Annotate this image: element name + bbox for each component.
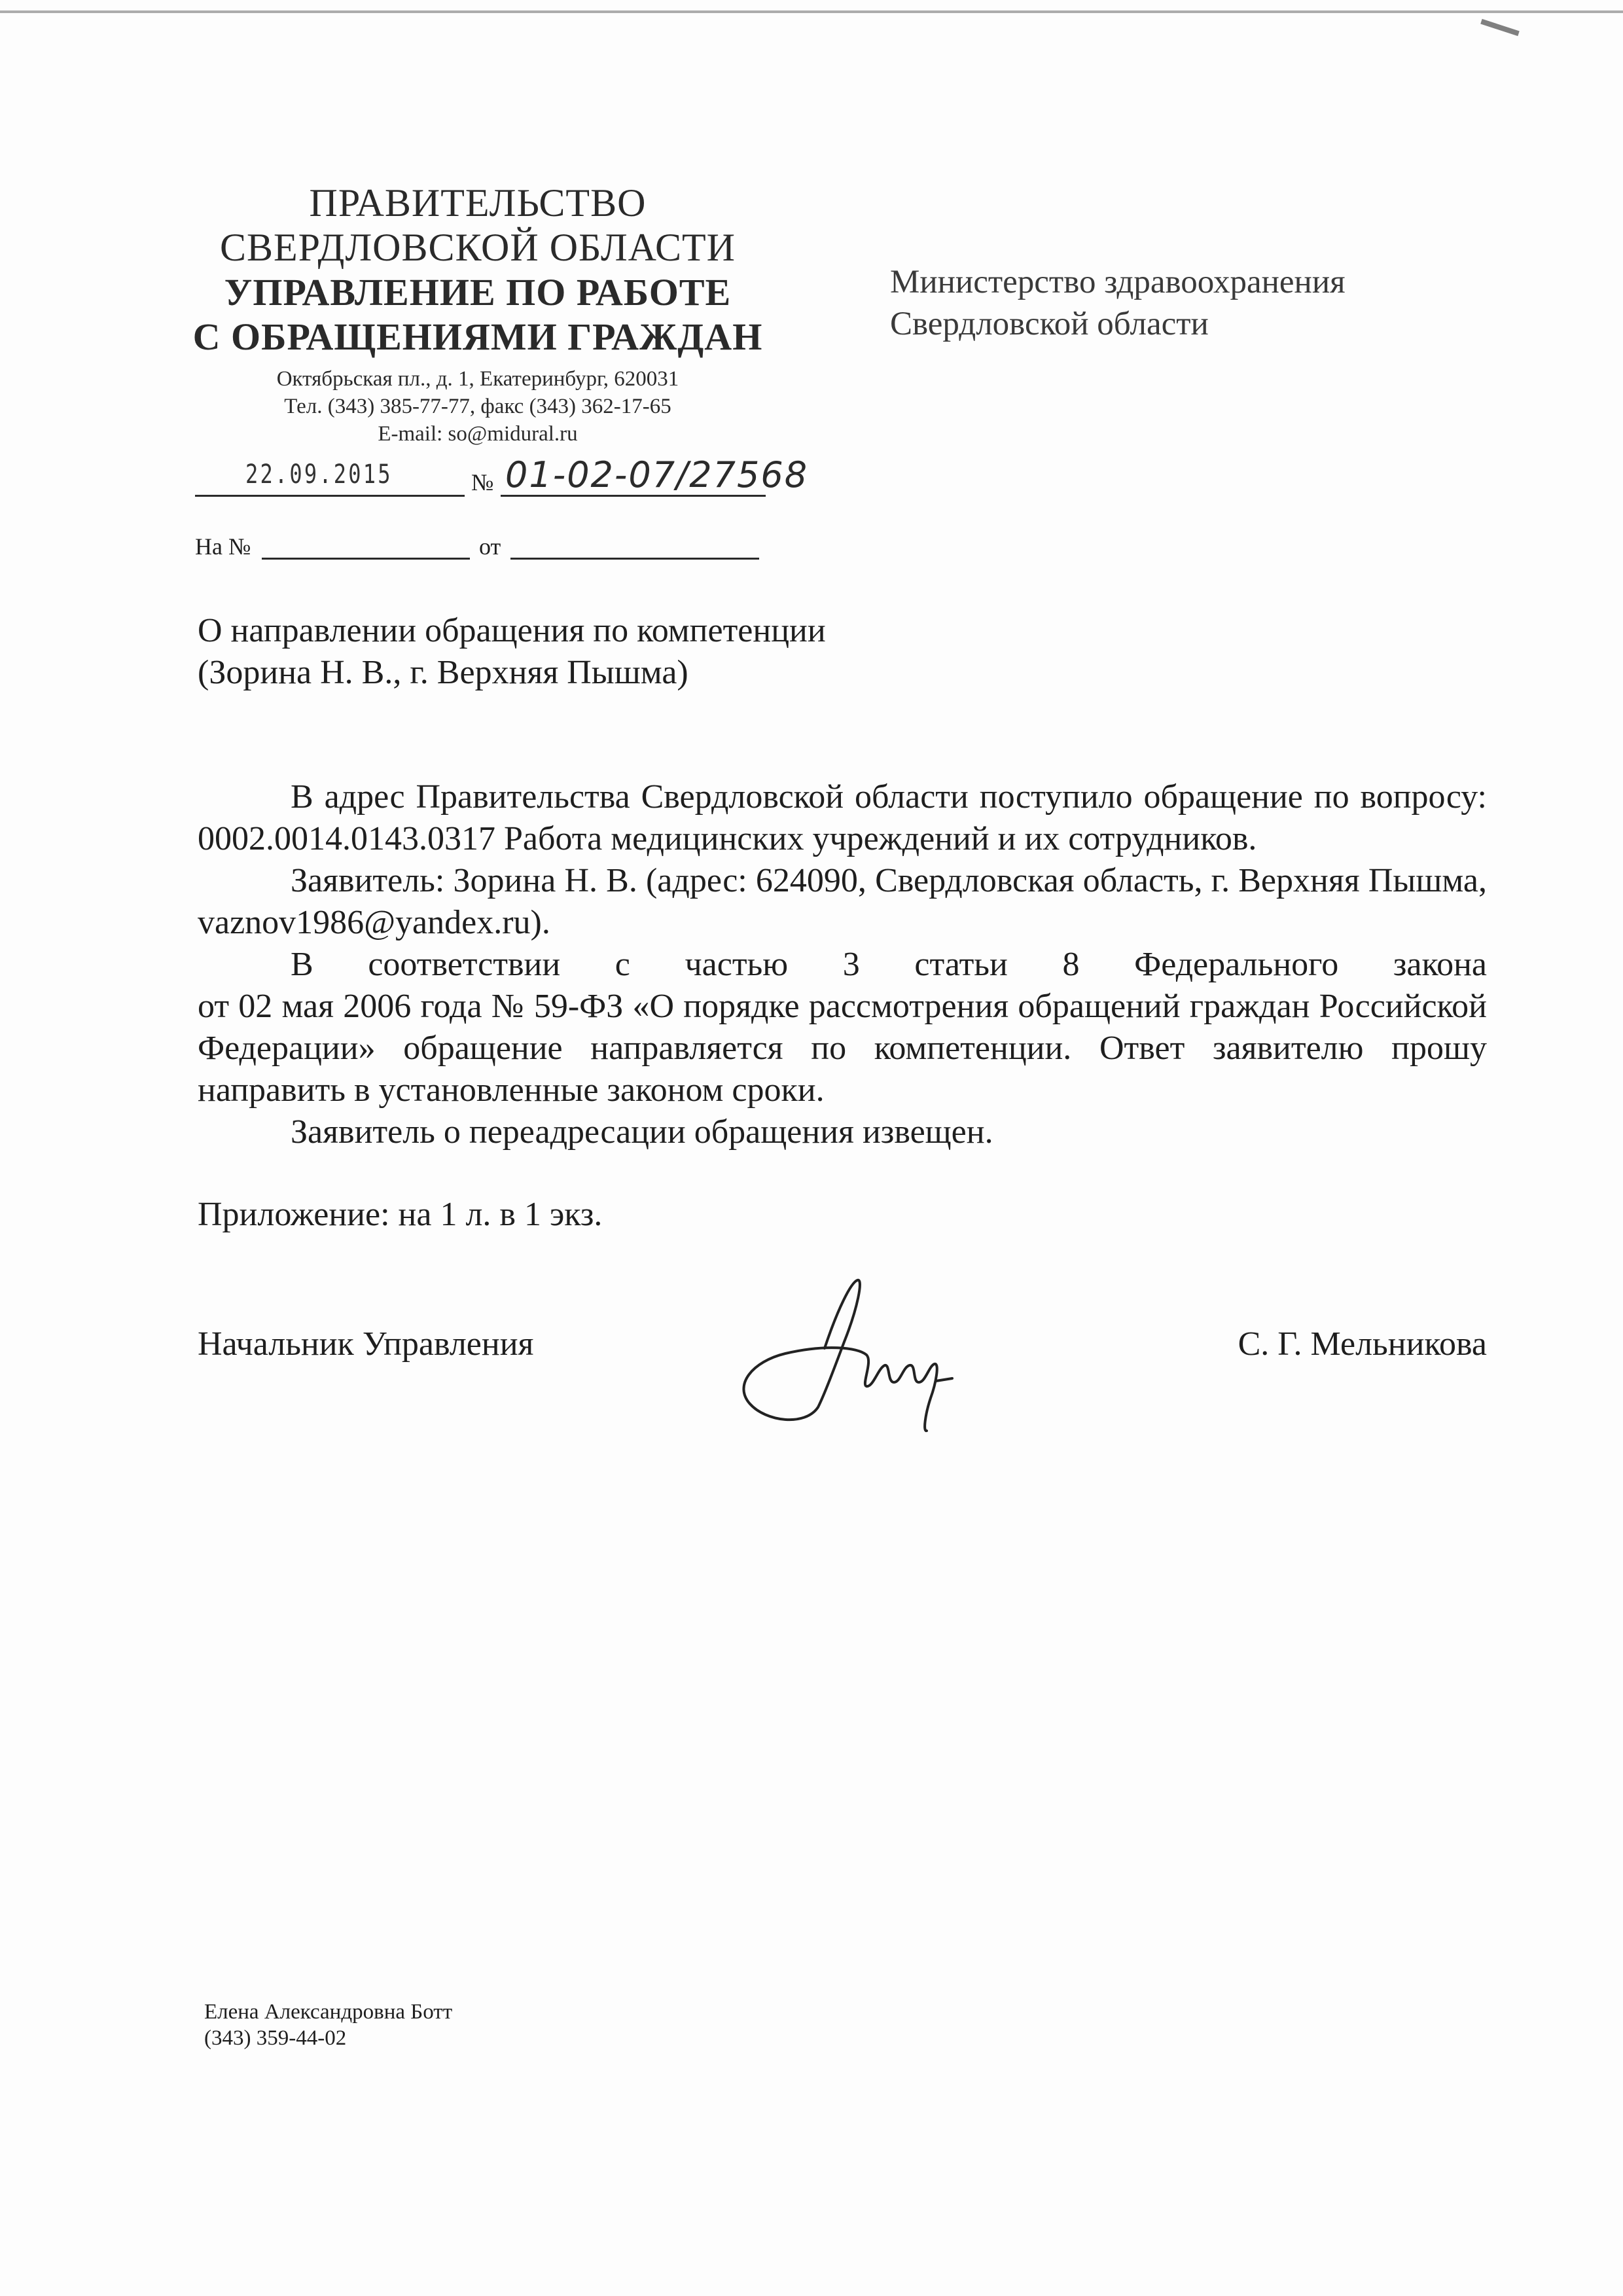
body-paragraph-3-rest: от 02 мая 2006 года № 59-ФЗ «О порядке рассмотрения обращений граждан Российской Федерации» обращение направляется по компетенции. Ответ заявителю прошу направить в установленные законом сроки. <box>198 988 1487 1109</box>
registration-date-stamp: 22.09.2015 <box>245 459 393 490</box>
reference-from-label: от <box>479 533 501 560</box>
registration-number-handwritten: 01-02-07/27568 <box>505 454 809 495</box>
signatory-position: Начальник Управления <box>198 1325 534 1363</box>
body-paragraph-4: Заявитель о переадресации обращения извещен. <box>291 1113 993 1151</box>
letterhead-department-line2: С ОБРАЩЕНИЯМИ ГРАЖДАН <box>192 315 763 358</box>
letterhead-government-line1: ПРАВИТЕЛЬСТВО <box>309 181 647 224</box>
recipient-line2: Свердловской области <box>890 306 1209 342</box>
subject-line2: (Зорина Н. В., г. Верхняя Пышма) <box>198 654 688 691</box>
attachment-note: Приложение: на 1 л. в 1 экз. <box>198 1196 603 1233</box>
letterhead-department-line1: УПРАВЛЕНИЕ ПО РАБОТЕ <box>224 271 732 314</box>
signatory-name: С. Г. Мельникова <box>1238 1325 1487 1363</box>
date-underline <box>195 495 465 497</box>
scan-mark <box>1480 19 1520 36</box>
reference-number-underline <box>262 558 470 560</box>
executor-name: Елена Александровна Ботт <box>204 2000 453 2024</box>
letter-body <box>198 776 1487 1153</box>
number-label: № <box>471 469 494 495</box>
subject-line1: О направлении обращения по компетенции <box>198 612 826 649</box>
letterhead-address: Октябрьская пл., д. 1, Екатеринбург, 620031 <box>276 367 679 391</box>
letterhead-government-line2: СВЕРДЛОВСКОЙ ОБЛАСТИ <box>219 226 736 269</box>
body-paragraph-1: В адрес Правительства Свердловской области поступило обращение по вопросу: 0002.0014.0143.0317 Работа медицинских учреждений и их сотрудников. <box>198 778 1487 857</box>
body-paragraph-3-line1: В соответствии с частью 3 статьи 8 Федерального закона <box>291 946 1487 983</box>
letterhead-phone: Тел. (343) 385-77-77, факс (343) 362-17-65 <box>284 395 671 418</box>
letterhead-email: E-mail: so@midural.ru <box>378 422 578 446</box>
handwritten-signature <box>726 1270 988 1440</box>
scan-edge-line <box>0 10 1623 13</box>
reference-number-label: На № <box>195 533 251 560</box>
recipient-line1: Министерство здравоохранения <box>890 264 1346 300</box>
reference-date-underline <box>510 558 759 560</box>
body-paragraph-2: Заявитель: Зорина Н. В. (адрес: 624090, Свердловская область, г. Верхняя Пышма, vaznov1986@yandex.ru). <box>198 862 1487 941</box>
executor-phone: (343) 359-44-02 <box>204 2026 347 2050</box>
